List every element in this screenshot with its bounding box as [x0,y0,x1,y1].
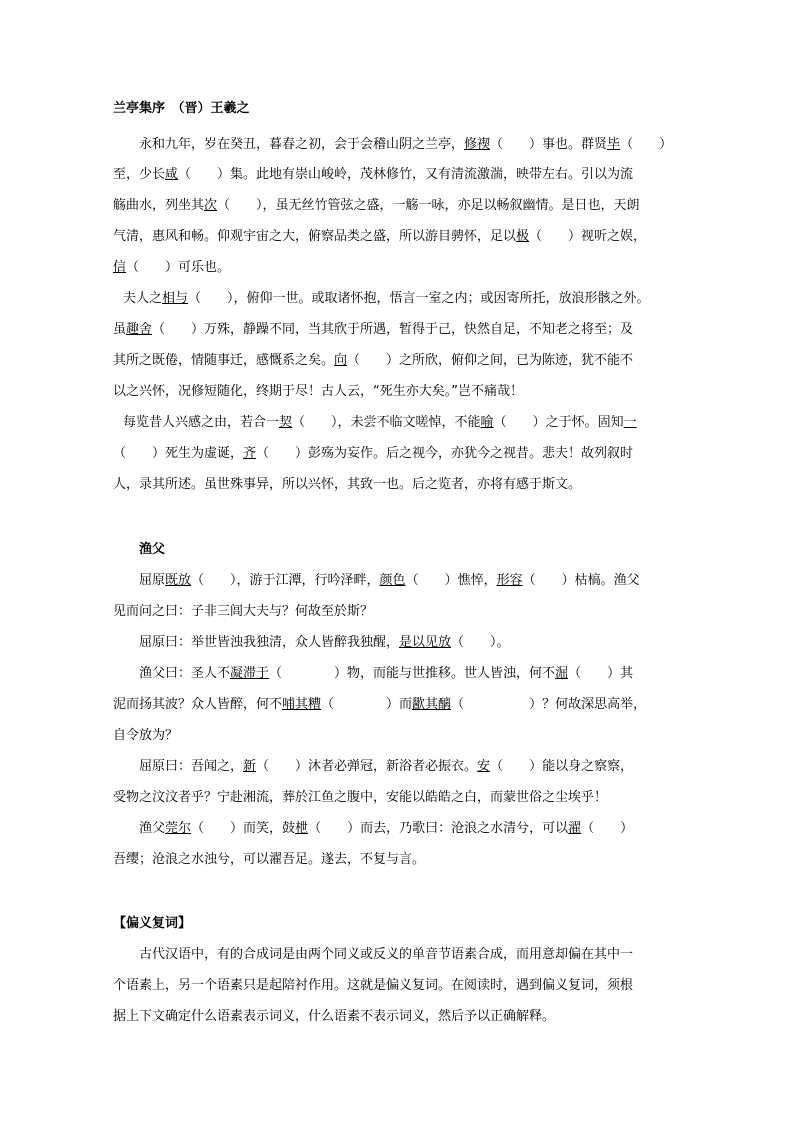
text-run: （ ），游于江潭，行吟泽畔， [191,573,380,588]
yufu-line [113,602,373,622]
yufu-line [139,633,510,653]
text-run: （ ）集。此地有崇山峻岭，茂林修竹，又有清流激湍，映带左右。引以为流 [178,167,634,182]
pianyi-line [139,945,633,965]
annotated-term: 形容 [496,573,523,588]
text-run: 泥而扬其波？众人皆醉，何不 [113,697,283,712]
annotated-term: 向 [334,353,348,368]
annotated-term: 莞尔 [165,821,192,836]
annotated-term: 极 [516,229,530,244]
pianyi-line [113,976,633,996]
annotated-term: 齐 [243,446,257,461]
annotated-term: 一 [623,415,637,430]
yufu-line [113,695,646,715]
text-run: （ ）而去，乃歌曰：沧浪之水清兮，可以 [308,821,569,836]
lanting-line [113,475,581,495]
text-run: 人，录其所述。虽世殊事异，所以兴怀，其致一也。后之览者，亦将有感于斯文。 [113,477,582,492]
yufu-line [139,664,633,684]
text-run: （ ），未尝不临文嗟悼，不能 [292,415,481,430]
yufu-line [113,850,425,870]
text-run: 古代汉语中，有的合成词是由两个同义或反义的单音节语素合成，而用意却偏在其中一 [139,947,634,962]
annotated-term: 相与 [162,291,189,306]
text-run: 吾缨；沧浪之水浊兮，可以濯吾足。遂去，不复与言。 [113,852,426,867]
lanting-line [113,196,640,216]
text-run: 夫人之 [123,291,163,306]
text-run: 以之兴怀，况修短随化，终期于尽！古人云，“死生亦大矣。”岂不痛哉！ [113,384,523,399]
text-run: （ ）憔悴， [405,573,497,588]
text-run: 永和九年，岁在癸丑，暮春之初，会于会稽山阴之兰亭， [139,137,465,152]
text-run: （ ）彭殇为妄作。后之视今，亦犹今之视昔。悲夫！故列叙时 [256,446,634,461]
annotated-term: 信 [113,260,127,275]
annotated-term: 次 [204,198,218,213]
text-run: 每览昔人兴感之由，若合一 [123,415,280,430]
text-run: （ ）死生为虚诞， [113,446,244,461]
yufu-heading: 渔父 [139,542,166,557]
text-run: 屈原曰：举世皆浊我独清，众人皆醉我独醒， [139,635,400,650]
yufu-line [139,571,640,591]
pianyi-heading: 【偏义复词】 [113,916,192,931]
text-run: （ ）之所欣，俯仰之间，已为陈迹，犹不能不 [347,353,634,368]
text-run: （ ）而笑，鼓 [191,821,296,836]
text-run: （ ）视听之娱， [529,229,647,244]
annotated-term: 既放 [165,573,192,588]
text-run: 自令放为？ [113,728,179,743]
text-run: （ ）可乐也。 [126,260,231,275]
lanting-line [113,165,633,185]
yufu-line [139,819,633,839]
annotated-term: 凝滞于 [230,666,270,681]
text-run: 气清，惠风和畅。仰观宇宙之大，俯察品类之盛，所以游目骋怀，足以 [113,229,517,244]
text-run: （ ）沐者必弹冠，新浴者必振衣。 [256,759,478,774]
text-run: （ ），俯仰一世。或取诸怀抱，悟言一室之内；或因寄所托，放浪形骸之外。 [188,291,650,306]
text-run: 渔父曰：圣人不 [139,666,231,681]
annotated-term: 哺其糟 [282,697,322,712]
text-run: 其所之既倦，情随事迁，感慨系之矣。 [113,353,335,368]
lanting-line [113,382,523,402]
text-run: （ ）能以身之察察， [490,759,634,774]
annotated-term: 咸 [165,167,179,182]
yufu-line [139,757,633,777]
text-run: 受物之汶汶者乎？宁赴湘流，葬於江鱼之腹中，安能以皓皓之白，而蒙世俗之尘埃乎！ [113,790,608,805]
text-run: （ ），虽无丝竹管弦之盛，一觞一咏，亦足以畅叙幽情。是日也，天朗 [217,198,640,213]
annotated-term: 淈 [555,666,569,681]
text-run: （ ） [620,137,673,152]
lanting-heading: 兰亭集序 （晋）王羲之 [113,101,250,116]
text-run: 觞曲水，列坐其 [113,198,205,213]
annotated-term: 喻 [480,415,494,430]
lanting-line [113,444,633,464]
lanting-line [113,351,633,371]
text-run: 屈原 [139,573,166,588]
text-run: 个语素上，另一个语素只是起陪衬作用。这就是偏义复词。在阅读时，遇到偏义复词，须根 [113,978,634,993]
text-run: （ ）物，而能与世推移。世人皆浊，何不 [269,666,556,681]
text-run: （ ）而 [321,697,413,712]
annotated-term: 是以见放 [399,635,452,650]
pianyi-line [113,1007,555,1027]
lanting-line [113,258,230,278]
annotated-term: 歠其醨 [412,697,452,712]
text-run: 屈原曰：吾闻之， [139,759,244,774]
lanting-line [139,135,672,155]
yufu-line [113,726,178,746]
text-run: 见而问之曰：子非三闾大夫与？何故至於斯？ [113,604,374,619]
annotated-term: 濯 [568,821,582,836]
text-run: （ ）枯槁。渔父 [522,573,640,588]
text-run: 渔父 [139,821,166,836]
text-run: （ ）？何故深思高举， [451,697,647,712]
lanting-line [123,413,637,433]
text-run: （ ）其 [568,666,634,681]
text-run: （ ）事也。群贤 [490,137,608,152]
text-run: 据上下文确定什么语素表示词义，什么语素不表示词义，然后予以正确解释。 [113,1009,556,1024]
annotated-term: 毕 [607,137,621,152]
text-run: （ ）之于怀。固知 [493,415,624,430]
annotated-term: 枻 [295,821,309,836]
lanting-line [113,227,646,247]
annotated-term: 安 [477,759,491,774]
text-run: 至，少长 [113,167,166,182]
text-run: 虽 [113,322,127,337]
text-run: （ ）。 [451,635,510,650]
lanting-line [113,320,633,340]
annotated-term: 颜色 [379,573,406,588]
annotated-term: 修禊 [464,137,491,152]
yufu-line [113,788,607,808]
annotated-term: 趣舍 [126,322,153,337]
lanting-line [123,289,650,309]
text-run: （ ）万殊，静躁不同，当其欣于所遇，暂得于己，快然自足，不知老之将至；及 [152,322,634,337]
text-run: （ ） [581,821,634,836]
annotated-term: 新 [243,759,257,774]
annotated-term: 契 [279,415,293,430]
